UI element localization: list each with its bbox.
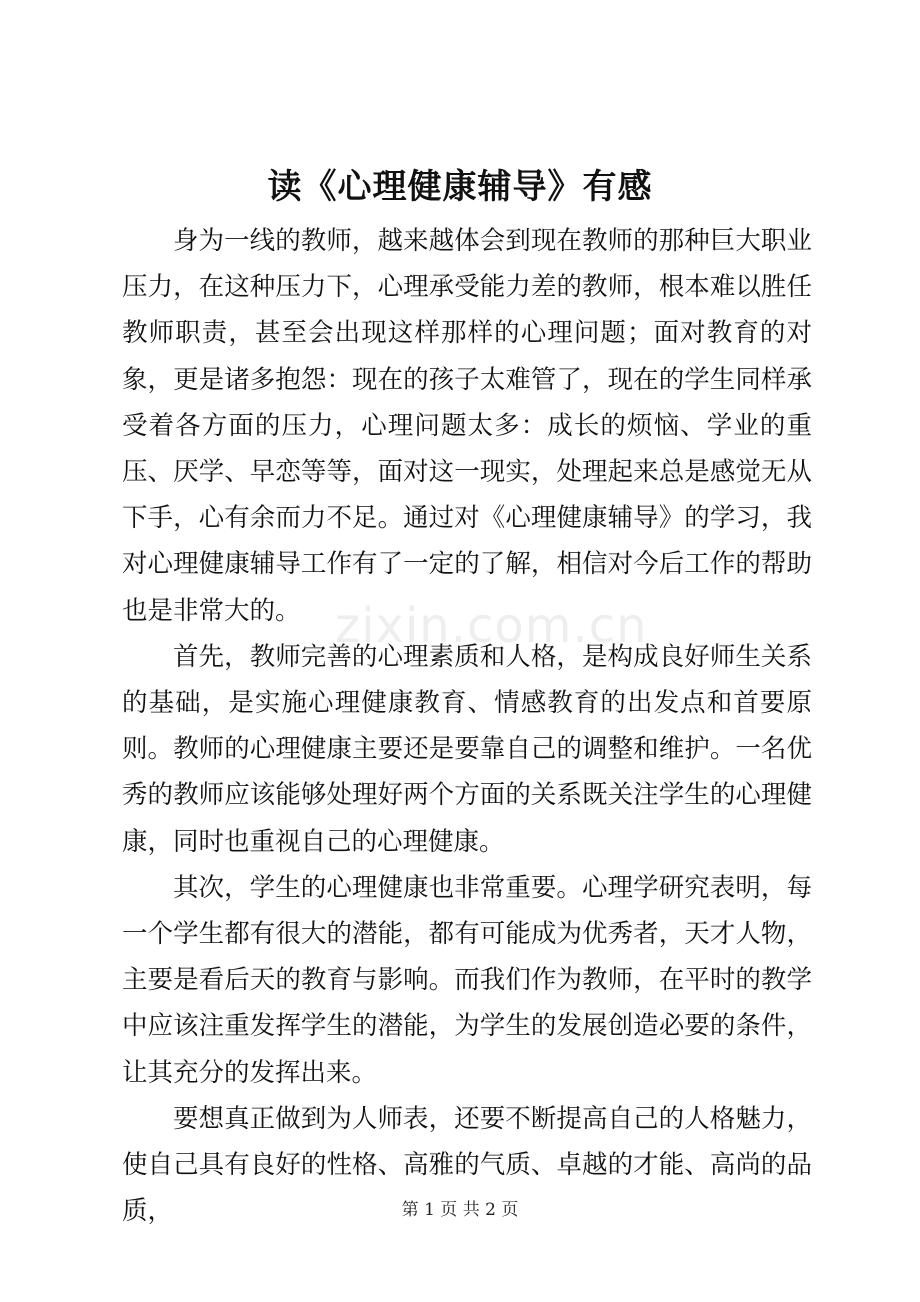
document-title: 读《心理健康辅导》有感 (267, 167, 653, 207)
paragraph-2: 首先，教师完善的心理素质和人格，是构成良好师生关系的基础，是实施心理健康教育、情感教育的出发点和首要原则。教师的心理健康主要还是要靠自己的调整和维护。一名优秀的教师应该能够处理好两个方面的关系既关注学生的心理健康，同时也重视自己的心理健康。 (122, 641, 812, 857)
page-footer: 第 1 页 共 2 页 (401, 1200, 519, 1220)
paragraph-3: 其次，学生的心理健康也非常重要。心理学研究表明，每一个学生都有很大的潜能，都有可能成为优秀者，天才人物，主要是看后天的教育与影响。而我们作为教师，在平时的教学中应该注重发挥学生的潜能，为学生的发展创造必要的条件，让其充分的发挥出来。 (122, 872, 812, 1088)
paragraph-1: 身为一线的教师，越来越体会到现在教师的那种巨大职业压力，在这种压力下，心理承受能力差的教师，根本难以胜任教师职责，甚至会出现这样那样的心理问题；面对教育的对象，更是诸多抱怨：现在的孩子太难管了，现在的学生同样承受着各方面的压力，心理问题太多：成长的烦恼、学业的重压、厌学、早恋等等，面对这一现实，处理起来总是感觉无从下手，心有余而力不足。通过对《心理健康辅导》的学习，我对心理健康辅导工作有了一定的了解，相信对今后工作的帮助也是非常大的。 (122, 226, 812, 626)
watermark: zixin.com.cn (335, 598, 648, 654)
paragraph-4: 要想真正做到为人师表，还要不断提高自己的人格魅力，使自己具有良好的性格、高雅的气质、卓越的才能、高尚的品质， (122, 1103, 812, 1227)
document-body (122, 218, 812, 1234)
